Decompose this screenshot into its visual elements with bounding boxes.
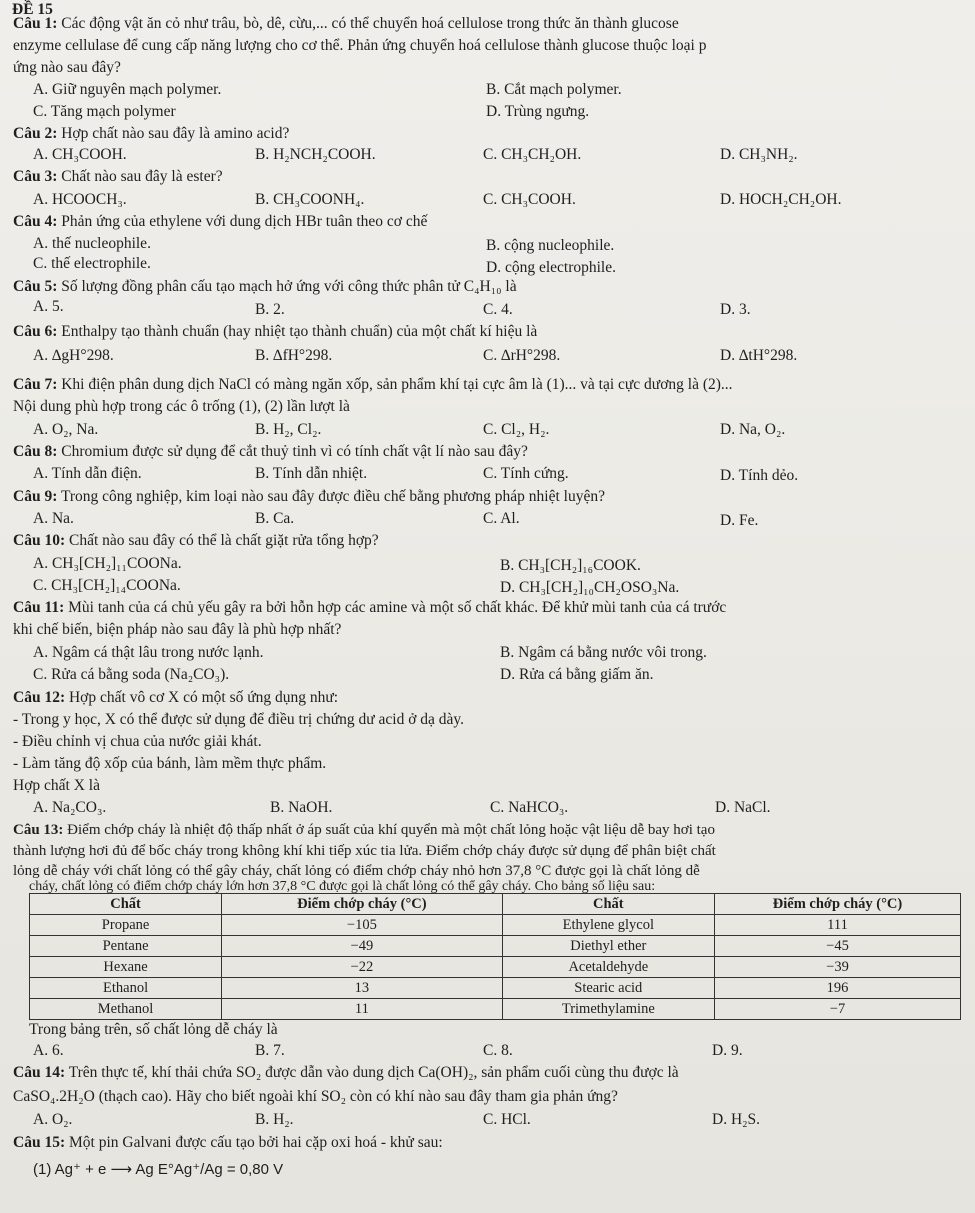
option-7b: B. H₂, Cl₂.	[255, 421, 322, 438]
option-11b: B. Ngâm cá bằng nước vôi trong.	[500, 644, 707, 661]
question-11-line2: khi chế biến, biện pháp nào sau đây là phù hợp nhất?	[13, 621, 342, 638]
option-9d: D. Fe.	[720, 512, 759, 529]
option-4b: B. cộng nucleophile.	[486, 237, 615, 254]
option-5b: B. 2.	[255, 301, 285, 318]
question-1-line3: ứng nào sau đây?	[13, 59, 121, 76]
question-8: Câu 8: Chromium được sử dụng để cắt thuỷ tinh vì có tính chất vật lí nào sau đây?	[13, 443, 528, 460]
option-14a: A. O₂.	[33, 1111, 73, 1128]
option-2d: D. CH₃NH₂.	[720, 146, 798, 163]
option-12b: B. NaOH.	[270, 799, 333, 816]
cell: Diethyl ether	[502, 936, 714, 957]
option-3c: C. CH₃COOH.	[483, 191, 576, 208]
question-14-line2: CaSO₄.2H₂O (thạch cao). Hãy cho biết ngoài khí SO₂ còn có khí nào sau đây tham gia phản ứng?	[13, 1088, 618, 1105]
option-12c: C. NaHCO₃.	[490, 799, 569, 816]
question-14: Câu 14: Trên thực tế, khí thải chứa SO₂ được dẫn vào dung dịch Ca(OH)₂, sản phẩm cuối cùng thu được là	[13, 1064, 679, 1081]
flash-point-table	[29, 893, 961, 1020]
option-3d: D. HOCH₂CH₂OH.	[720, 191, 842, 208]
option-12a: A. Na₂CO₃.	[33, 799, 107, 816]
question-13-line4: cháy, chất lỏng có điểm chớp cháy lớn hơn 37,8 °C được gọi là chất lỏng có thể gây cháy. Cho bảng số liệu sau:	[29, 879, 656, 894]
option-5a: A. 5.	[33, 298, 64, 315]
option-7c: C. Cl₂, H₂.	[483, 421, 550, 438]
question-1: Câu 1: Các động vật ăn cỏ như trâu, bò, dê, cừu,... có thể chuyển hoá cellulose trong thức ăn thành glucose	[13, 15, 679, 32]
question-9: Câu 9: Trong công nghiệp, kim loại nào sau đây được điều chế bằng phương pháp nhiệt luyện?	[13, 488, 605, 505]
option-8c: C. Tính cứng.	[483, 465, 569, 482]
question-13-line2: thành lượng hơi đủ để bốc cháy trong không khí khi tiếp xúc tia lửa. Điểm chớp cháy được sử dụng để phân biệt chất	[13, 843, 716, 859]
cell: Acetaldehyde	[502, 957, 714, 978]
question-6: Câu 6: Enthalpy tạo thành chuẩn (hay nhiệt tạo thành chuẩn) của một chất kí hiệu là	[13, 323, 538, 340]
table-header-row	[30, 894, 961, 915]
option-9a: A. Na.	[33, 510, 74, 527]
option-6a: A. ∆gH°298.	[33, 347, 114, 364]
option-13d: D. 9.	[712, 1042, 743, 1059]
option-4d: D. cộng electrophile.	[486, 259, 616, 276]
question-5: Câu 5: Số lượng đồng phân cấu tạo mạch hở ứng với công thức phân tử C₄H₁₀ là	[13, 278, 517, 295]
option-13b: B. 7.	[255, 1042, 285, 1059]
question-7-line2: Nội dung phù hợp trong các ô trống (1), (2) lần lượt là	[13, 398, 350, 415]
cell: −39	[714, 957, 960, 978]
option-11d: D. Rửa cá bằng giấm ăn.	[500, 666, 654, 683]
question-11: Câu 11: Mùi tanh của cá chủ yếu gây ra bởi hỗn hợp các amine và một số chất khác. Để khử mùi tanh của cá trước	[13, 599, 727, 616]
exam-header: ĐỀ 15	[12, 1, 53, 18]
option-2b: B. H₂NCH₂COOH.	[255, 146, 376, 163]
header-flashpoint-1: Điểm chớp cháy (°C)	[222, 894, 502, 915]
cell: −7	[714, 999, 960, 1020]
option-2a: A. CH₃COOH.	[33, 146, 127, 163]
cell: 13	[222, 978, 502, 999]
question-12-use-1: - Trong y học, X có thể được sử dụng để điều trị chứng dư acid ở dạ dày.	[13, 711, 465, 728]
table-row	[30, 936, 961, 957]
option-7a: A. O₂, Na.	[33, 421, 99, 438]
question-4: Câu 4: Phản ứng của ethylene với dung dịch HBr tuân theo cơ chế	[13, 213, 428, 230]
question-12-use-3: - Làm tăng độ xốp của bánh, làm mềm thực phẩm.	[13, 755, 327, 772]
option-10d: D. CH₃[CH₂]₁₀CH₂OSO₃Na.	[500, 579, 680, 596]
cell: −105	[222, 915, 502, 936]
cell: Propane	[30, 915, 222, 936]
question-3: Câu 3: Chất nào sau đây là ester?	[13, 168, 223, 185]
option-5c: C. 4.	[483, 301, 513, 318]
cell: 196	[714, 978, 960, 999]
half-reaction-1: (1) Ag⁺ + e ⟶ Ag E°Ag⁺/Ag = 0,80 V	[33, 1161, 284, 1178]
question-10: Câu 10: Chất nào sau đây có thể là chất giặt rửa tổng hợp?	[13, 532, 379, 549]
header-flashpoint-2: Điểm chớp cháy (°C)	[714, 894, 960, 915]
cell: Ethanol	[30, 978, 222, 999]
cell: −22	[222, 957, 502, 978]
option-13c: C. 8.	[483, 1042, 513, 1059]
option-12d: D. NaCl.	[715, 799, 771, 816]
option-14d: D. H₂S.	[712, 1111, 761, 1128]
option-13a: A. 6.	[33, 1042, 64, 1059]
question-15: Câu 15: Một pin Galvani được cấu tạo bởi hai cặp oxi hoá - khử sau:	[13, 1134, 443, 1151]
question-7: Câu 7: Khi điện phân dung dịch NaCl có màng ngăn xốp, sản phẩm khí tại cực âm là (1)... và tại cực dương là (2)...	[13, 376, 733, 393]
option-8d: D. Tính dẻo.	[720, 467, 799, 484]
question-2: Câu 2: Hợp chất nào sau đây là amino acid?	[13, 125, 290, 142]
option-9c: C. Al.	[483, 510, 520, 527]
header-substance-2: Chất	[502, 894, 714, 915]
option-11a: A. Ngâm cá thật lâu trong nước lạnh.	[33, 644, 264, 661]
option-5d: D. 3.	[720, 301, 751, 318]
question-12-prompt: Hợp chất X là	[13, 777, 100, 794]
option-3b: B. CH₃COONH₄.	[255, 191, 365, 208]
option-4a: A. thế nucleophile.	[33, 235, 151, 252]
question-13-line3: lỏng dễ cháy với chất lỏng có thể gây cháy, chất lỏng có điểm chớp cháy nhỏ hơn 37,8 °C được gọi là chất lỏng dễ	[13, 863, 700, 879]
option-11c: C. Rửa cá bằng soda (Na₂CO₃).	[33, 666, 230, 683]
cell: 111	[714, 915, 960, 936]
option-10a: A. CH₃[CH₂]₁₁COONa.	[33, 555, 182, 572]
cell: −49	[222, 936, 502, 957]
option-14b: B. H₂.	[255, 1111, 294, 1128]
option-14c: C. HCl.	[483, 1111, 531, 1128]
option-2c: C. CH₃CH₂OH.	[483, 146, 582, 163]
option-1a: A. Giữ nguyên mạch polymer.	[33, 81, 222, 98]
cell: Trimethylamine	[502, 999, 714, 1020]
option-1c: C. Tăng mạch polymer	[33, 103, 176, 120]
option-10c: C. CH₃[CH₂]₁₄COONa.	[33, 577, 181, 594]
option-9b: B. Ca.	[255, 510, 295, 527]
question-13-prompt: Trong bảng trên, số chất lỏng dễ cháy là	[29, 1021, 278, 1038]
option-6b: B. ∆fH°298.	[255, 347, 333, 364]
option-1b: B. Cắt mạch polymer.	[486, 81, 622, 98]
option-6d: D. ∆tH°298.	[720, 347, 798, 364]
option-7d: D. Na, O₂.	[720, 421, 786, 438]
cell: Pentane	[30, 936, 222, 957]
option-8a: A. Tính dẫn điện.	[33, 465, 142, 482]
cell: −45	[714, 936, 960, 957]
question-12: Câu 12: Hợp chất vô cơ X có một số ứng dụng như:	[13, 689, 339, 706]
cell: 11	[222, 999, 502, 1020]
header-substance-1: Chất	[30, 894, 222, 915]
table-row	[30, 957, 961, 978]
cell: Hexane	[30, 957, 222, 978]
question-13: Câu 13: Điểm chớp cháy là nhiệt độ thấp nhất ở áp suất của khí quyển mà một chất lỏng hoặc vật liệu dễ bay hơi tạo	[13, 822, 715, 838]
option-3a: A. HCOOCH₃.	[33, 191, 127, 208]
table-row	[30, 915, 961, 936]
table-row	[30, 978, 961, 999]
cell: Methanol	[30, 999, 222, 1020]
question-12-use-2: - Điều chỉnh vị chua của nước giải khát.	[13, 733, 262, 750]
option-1d: D. Trùng ngưng.	[486, 103, 590, 120]
option-10b: B. CH₃[CH₂]₁₆COOK.	[500, 557, 641, 574]
cell: Ethylene glycol	[502, 915, 714, 936]
option-4c: C. thế electrophile.	[33, 255, 151, 272]
cell: Stearic acid	[502, 978, 714, 999]
option-8b: B. Tính dẫn nhiệt.	[255, 465, 368, 482]
option-6c: C. ∆rH°298.	[483, 347, 561, 364]
question-1-line2: enzyme cellulase để cung cấp năng lượng cho cơ thể. Phản ứng chuyển hoá cellulose thành glucose thuộc loại p	[13, 37, 707, 54]
table-row	[30, 999, 961, 1020]
